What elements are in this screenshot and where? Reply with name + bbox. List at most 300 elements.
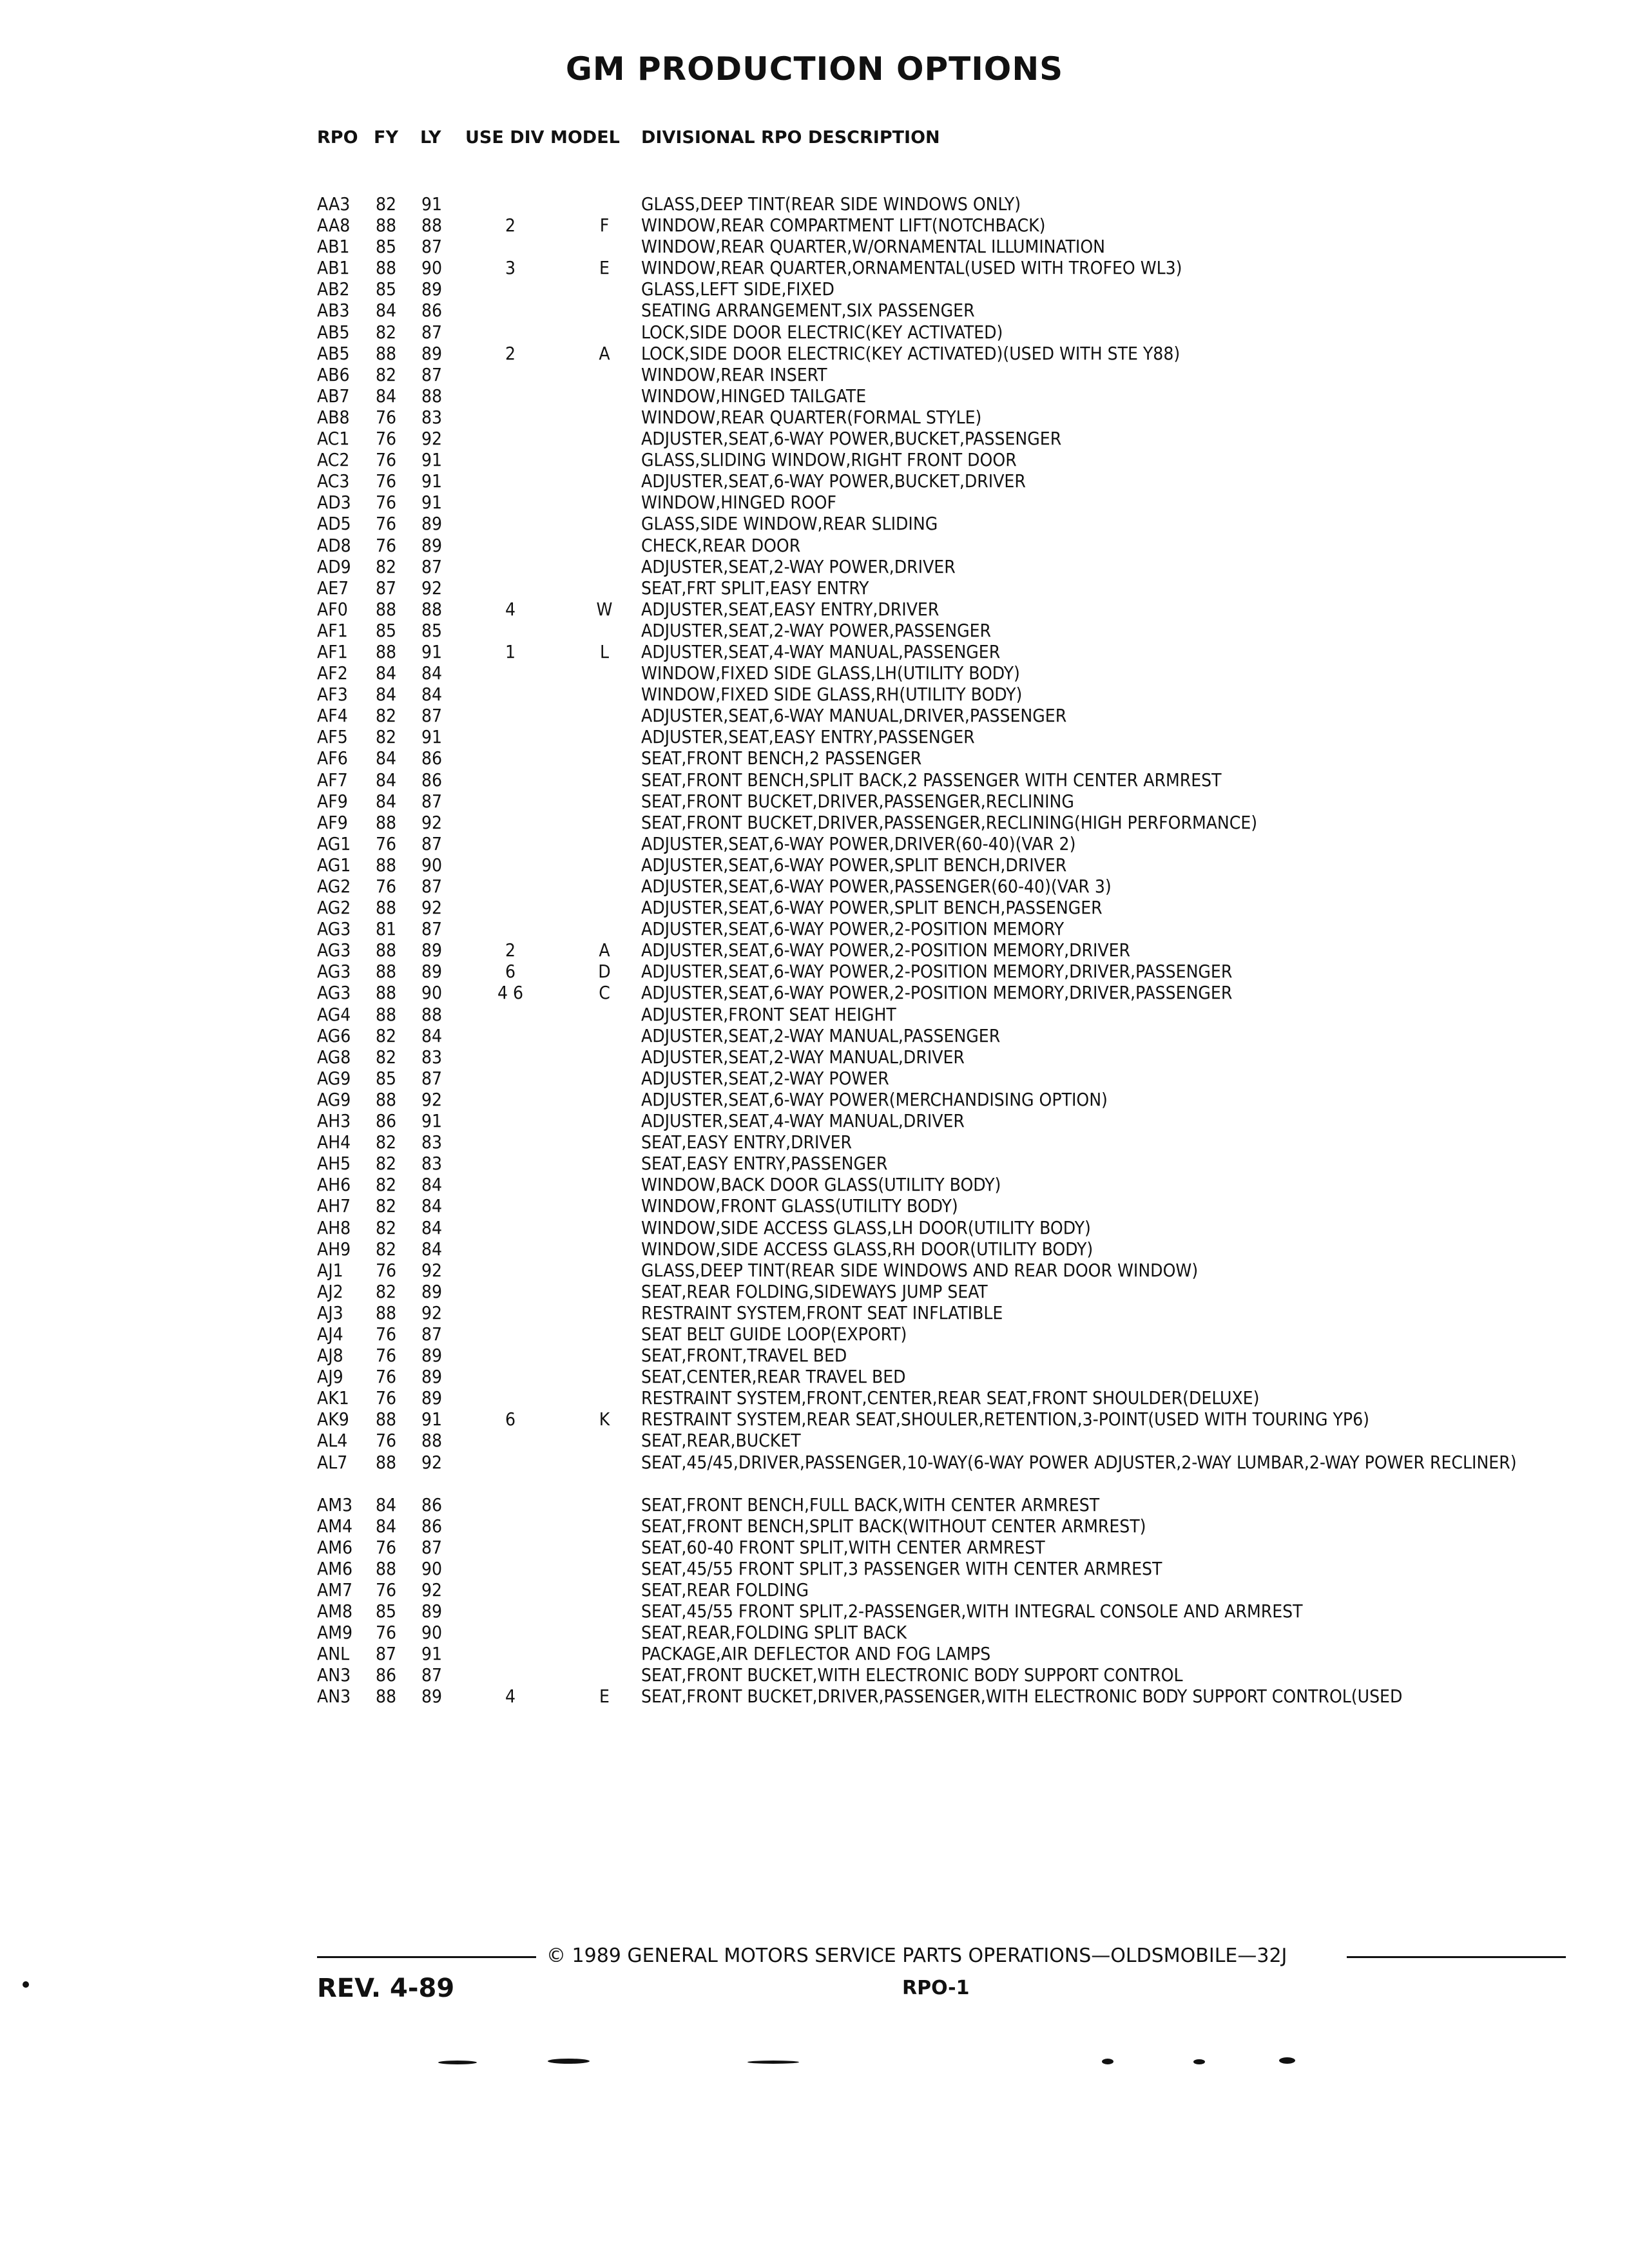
table-row (0, 833, 1629, 854)
rpo-code: AM8 (317, 1600, 352, 1622)
first-year: 85 (376, 619, 397, 641)
description: SEAT,60-40 FRONT SPLIT,WITH CENTER ARMREST (641, 1536, 1045, 1558)
last-year: 89 (421, 1387, 443, 1409)
first-year: 76 (376, 832, 397, 854)
footer-rule-right (1347, 1956, 1566, 1958)
use-div: 2 (505, 342, 516, 364)
table-row (0, 769, 1629, 791)
first-year: 84 (376, 385, 397, 407)
table-row (0, 535, 1629, 556)
rpo-code: AM4 (317, 1515, 352, 1537)
table-row (0, 1643, 1629, 1664)
first-year: 88 (376, 1408, 397, 1430)
last-year: 89 (421, 278, 443, 300)
table-row (0, 1366, 1629, 1387)
last-year: 90 (421, 257, 443, 279)
use-div: 4 (505, 1686, 516, 1707)
rpo-code: AJ3 (317, 1302, 343, 1323)
first-year: 88 (376, 982, 397, 1004)
rpo-code: AF1 (317, 640, 348, 662)
first-year: 85 (376, 1067, 397, 1089)
last-year: 92 (421, 1579, 443, 1600)
table-row (0, 1600, 1629, 1622)
description: ADJUSTER,SEAT,2-WAY POWER,DRIVER (641, 555, 956, 577)
description: SEAT,FRT SPLIT,EASY ENTRY (641, 577, 869, 599)
last-year: 89 (421, 939, 443, 961)
rpo-code: AL7 (317, 1451, 348, 1473)
table-row (0, 577, 1629, 599)
description: SEATING ARRANGEMENT,SIX PASSENGER (641, 300, 975, 322)
rpo-code: AF7 (317, 769, 348, 791)
last-year: 91 (421, 1408, 443, 1430)
last-year: 89 (421, 1345, 443, 1367)
first-year: 88 (376, 1003, 397, 1025)
last-year: 91 (421, 470, 443, 492)
first-year: 88 (376, 1302, 397, 1323)
description: ADJUSTER,SEAT,6-WAY POWER,2-POSITION MEMORY,DRIVER,PASSENGER (641, 961, 1233, 983)
first-year: 82 (376, 1046, 397, 1068)
table-row (0, 1110, 1629, 1131)
rpo-code: AH7 (317, 1195, 351, 1217)
first-year: 76 (376, 428, 397, 450)
description: LOCK,SIDE DOOR ELECTRIC(KEY ACTIVATED)(USED WITH STE Y88) (641, 342, 1181, 364)
first-year: 76 (376, 876, 397, 897)
table-row (0, 1537, 1629, 1558)
table-row (0, 961, 1629, 982)
first-year: 85 (376, 1600, 397, 1622)
first-year: 88 (376, 598, 397, 620)
last-year: 88 (421, 385, 443, 407)
first-year: 84 (376, 300, 397, 322)
rpo-code: ANL (317, 1643, 350, 1665)
last-year: 84 (421, 1174, 443, 1196)
rpo-code: AD5 (317, 513, 351, 535)
rpo-code: AF9 (317, 790, 348, 812)
page-id: RPO-1 (902, 1977, 970, 1999)
table-row (0, 470, 1629, 492)
table-row (0, 1494, 1629, 1515)
last-year: 90 (421, 982, 443, 1004)
description: SEAT,FRONT BUCKET,WITH ELECTRONIC BODY SUPPORT CONTROL (641, 1664, 1183, 1686)
first-year: 82 (376, 1238, 397, 1260)
table-row (0, 599, 1629, 620)
last-year: 87 (421, 555, 443, 577)
first-year: 84 (376, 662, 397, 684)
rpo-code: AB5 (317, 342, 350, 364)
table-row (0, 1686, 1629, 1707)
first-year: 82 (376, 1174, 397, 1196)
table-row (0, 257, 1629, 278)
rpo-code: AG1 (317, 854, 351, 876)
first-year: 82 (376, 193, 397, 215)
description: ADJUSTER,SEAT,2-WAY POWER (641, 1067, 889, 1089)
first-year: 76 (376, 470, 397, 492)
last-year: 88 (421, 1003, 443, 1025)
first-year: 81 (376, 918, 397, 940)
description: SEAT,FRONT BUCKET,DRIVER,PASSENGER,WITH ELECTRONIC BODY SUPPORT CONTROL(USED (641, 1686, 1403, 1707)
first-year: 76 (376, 1387, 397, 1409)
table-row (0, 1452, 1629, 1494)
last-year: 83 (421, 1131, 443, 1153)
description: SEAT,45/55 FRONT SPLIT,2-PASSENGER,WITH INTEGRAL CONSOLE AND ARMREST (641, 1600, 1303, 1622)
rpo-code: AJ1 (317, 1259, 343, 1281)
description: ADJUSTER,SEAT,EASY ENTRY,PASSENGER (641, 726, 975, 748)
table-row (0, 428, 1629, 449)
last-year: 86 (421, 1494, 443, 1515)
footer-rule-left (317, 1956, 536, 1958)
first-year: 87 (376, 577, 397, 599)
last-year: 88 (421, 215, 443, 236)
last-year: 87 (421, 832, 443, 854)
model-code: E (599, 257, 610, 279)
table-row (0, 726, 1629, 747)
first-year: 88 (376, 939, 397, 961)
rpo-code: AG9 (317, 1067, 351, 1089)
last-year: 89 (421, 534, 443, 556)
table-row (0, 1068, 1629, 1089)
header-description: DIVISIONAL RPO DESCRIPTION (641, 128, 940, 148)
last-year: 87 (421, 236, 443, 258)
first-year: 82 (376, 363, 397, 385)
table-row (0, 897, 1629, 918)
first-year: 82 (376, 1195, 397, 1217)
rpo-code: AN3 (317, 1686, 351, 1707)
description: ADJUSTER,SEAT,2-WAY POWER,PASSENGER (641, 619, 992, 641)
use-div: 2 (505, 939, 516, 961)
use-div: 1 (505, 640, 516, 662)
rpo-code: AB8 (317, 406, 350, 428)
last-year: 90 (421, 1557, 443, 1579)
model-code: W (596, 598, 613, 620)
first-year: 76 (376, 1259, 397, 1281)
table-row (0, 193, 1629, 215)
description: ADJUSTER,SEAT,6-WAY POWER,DRIVER(60-40)(VAR 2) (641, 832, 1076, 854)
use-div: 3 (505, 257, 516, 279)
rpo-code: AB5 (317, 321, 350, 343)
table-row (0, 791, 1629, 812)
first-year: 76 (376, 1345, 397, 1367)
last-year: 89 (421, 1280, 443, 1302)
first-year: 82 (376, 1024, 397, 1046)
rpo-code: AJ9 (317, 1366, 343, 1388)
first-year: 87 (376, 1643, 397, 1665)
header-ly: LY (420, 128, 441, 148)
table-row (0, 278, 1629, 300)
rpo-code: AF2 (317, 662, 348, 684)
page-title: GM PRODUCTION OPTIONS (565, 50, 1064, 88)
first-year: 82 (376, 555, 397, 577)
description: ADJUSTER,SEAT,6-WAY POWER,PASSENGER(60-40)(VAR 3) (641, 876, 1112, 897)
first-year: 86 (376, 1664, 397, 1686)
model-code: L (599, 640, 610, 662)
table-row (0, 1281, 1629, 1302)
use-div: 2 (505, 215, 516, 236)
first-year: 86 (376, 1110, 397, 1132)
description: ADJUSTER,SEAT,6-WAY POWER,BUCKET,DRIVER (641, 470, 1026, 492)
description: WINDOW,FIXED SIDE GLASS,RH(UTILITY BODY) (641, 684, 1023, 706)
rpo-code: AG4 (317, 1003, 351, 1025)
table-row (0, 1664, 1629, 1686)
first-year: 84 (376, 1515, 397, 1537)
description: ADJUSTER,SEAT,6-WAY POWER(MERCHANDISING OPTION) (641, 1088, 1108, 1110)
description: SEAT,FRONT BENCH,SPLIT BACK(WITHOUT CENTER ARMREST) (641, 1515, 1146, 1537)
rpo-code: AF5 (317, 726, 348, 748)
rpo-code: AF6 (317, 747, 348, 769)
description: SEAT,REAR FOLDING (641, 1579, 809, 1600)
last-year: 89 (421, 961, 443, 983)
rpo-code: AB1 (317, 236, 350, 258)
rpo-code: AA8 (317, 215, 351, 236)
last-year: 92 (421, 428, 443, 450)
first-year: 82 (376, 705, 397, 727)
footer-copyright: © 1989 GENERAL MOTORS SERVICE PARTS OPERATIONS—OLDSMOBILE—32J (546, 1945, 1287, 1967)
rpo-code: AL4 (317, 1430, 348, 1452)
last-year: 86 (421, 1515, 443, 1537)
last-year: 88 (421, 1430, 443, 1452)
table-row (0, 215, 1629, 236)
description: WINDOW,REAR INSERT (641, 363, 827, 385)
rpo-code: AG6 (317, 1024, 351, 1046)
table-row (0, 343, 1629, 364)
rpo-code: AF1 (317, 619, 348, 641)
rpo-code: AB6 (317, 363, 350, 385)
header-fy: FY (374, 128, 398, 148)
table-row (0, 1089, 1629, 1110)
rpo-code: AH9 (317, 1238, 351, 1260)
description: ADJUSTER,SEAT,2-WAY MANUAL,DRIVER (641, 1046, 965, 1068)
description: ADJUSTER,SEAT,6-WAY POWER,BUCKET,PASSENGER (641, 428, 1062, 450)
first-year: 88 (376, 215, 397, 236)
first-year: 84 (376, 1494, 397, 1515)
rpo-code: AF0 (317, 598, 348, 620)
description: SEAT,45/55 FRONT SPLIT,3 PASSENGER WITH CENTER ARMREST (641, 1557, 1162, 1579)
table-row (0, 1515, 1629, 1537)
table-row (0, 1408, 1629, 1430)
table-row (0, 662, 1629, 684)
first-year: 88 (376, 1557, 397, 1579)
first-year: 76 (376, 406, 397, 428)
table-row (0, 556, 1629, 577)
table-row (0, 1217, 1629, 1238)
last-year: 91 (421, 1110, 443, 1132)
description: CHECK,REAR DOOR (641, 534, 801, 556)
rpo-code: AH3 (317, 1110, 351, 1132)
rpo-code: AF9 (317, 811, 348, 833)
table-row (0, 918, 1629, 939)
table-row (0, 1430, 1629, 1451)
table-row (0, 364, 1629, 385)
use-div: 4 6 (497, 982, 524, 1004)
header-rpo: RPO (317, 128, 358, 148)
rpo-code: AK1 (317, 1387, 349, 1409)
description: ADJUSTER,SEAT,6-WAY MANUAL,DRIVER,PASSENGER (641, 705, 1067, 727)
rpo-code: AM6 (317, 1536, 352, 1558)
description: WINDOW,HINGED TAILGATE (641, 385, 867, 407)
last-year: 87 (421, 705, 443, 727)
description: WINDOW,FIXED SIDE GLASS,LH(UTILITY BODY) (641, 662, 1020, 684)
last-year: 84 (421, 684, 443, 706)
description: SEAT,EASY ENTRY,DRIVER (641, 1131, 853, 1153)
description: RESTRAINT SYSTEM,REAR SEAT,SHOULER,RETENTION,3-POINT(USED WITH TOURING YP6) (641, 1408, 1369, 1430)
last-year: 91 (421, 193, 443, 215)
first-year: 84 (376, 790, 397, 812)
table-row (0, 1387, 1629, 1408)
table-row (0, 982, 1629, 1003)
last-year: 92 (421, 1088, 443, 1110)
last-year: 90 (421, 1622, 443, 1644)
last-year: 86 (421, 300, 443, 322)
header-use-div-model: USE DIV MODEL (465, 128, 620, 148)
rpo-code: AC1 (317, 428, 350, 450)
description: ADJUSTER,SEAT,4-WAY MANUAL,DRIVER (641, 1110, 965, 1132)
model-code: A (599, 939, 610, 961)
rpo-code: AM9 (317, 1622, 352, 1644)
revision-label: REV. 4-89 (317, 1974, 455, 2003)
description: WINDOW,REAR QUARTER(FORMAL STYLE) (641, 406, 982, 428)
description: WINDOW,REAR QUARTER,W/ORNAMENTAL ILLUMINATION (641, 236, 1105, 258)
description: SEAT,45/45,DRIVER,PASSENGER,10-WAY(6-WAY POWER ADJUSTER,2-WAY LUMBAR,2-WAY POWER RECLINER) (641, 1451, 1517, 1473)
table-row (0, 854, 1629, 876)
rpo-code: AG3 (317, 918, 351, 940)
last-year: 89 (421, 1600, 443, 1622)
rpo-code: AG3 (317, 961, 351, 983)
description: SEAT,FRONT BUCKET,DRIVER,PASSENGER,RECLINING(HIGH PERFORMANCE) (641, 811, 1258, 833)
description: ADJUSTER,SEAT,6-WAY POWER,SPLIT BENCH,DRIVER (641, 854, 1067, 876)
last-year: 89 (421, 1366, 443, 1388)
rpo-code: AG2 (317, 897, 351, 919)
description: ADJUSTER,SEAT,6-WAY POWER,2-POSITION MEMORY (641, 918, 1065, 940)
first-year: 84 (376, 747, 397, 769)
description: SEAT,FRONT BENCH,FULL BACK,WITH CENTER ARMREST (641, 1494, 1100, 1515)
last-year: 83 (421, 406, 443, 428)
first-year: 88 (376, 1088, 397, 1110)
description: WINDOW,REAR COMPARTMENT LIFT(NOTCHBACK) (641, 215, 1046, 236)
description: RESTRAINT SYSTEM,FRONT SEAT INFLATIBLE (641, 1302, 1003, 1323)
table-row (0, 1195, 1629, 1216)
description: WINDOW,SIDE ACCESS GLASS,RH DOOR(UTILITY BODY) (641, 1238, 1094, 1260)
table-row (0, 1323, 1629, 1345)
description: ADJUSTER,FRONT SEAT HEIGHT (641, 1003, 896, 1025)
last-year: 86 (421, 747, 443, 769)
description: SEAT,REAR,FOLDING SPLIT BACK (641, 1622, 907, 1644)
last-year: 87 (421, 1536, 443, 1558)
first-year: 76 (376, 492, 397, 514)
rpo-code: AJ2 (317, 1280, 343, 1302)
last-year: 91 (421, 492, 443, 514)
last-year: 84 (421, 1238, 443, 1260)
last-year: 84 (421, 662, 443, 684)
rpo-code: AM7 (317, 1579, 352, 1600)
last-year: 90 (421, 854, 443, 876)
options-table (0, 193, 1629, 1707)
description: SEAT,FRONT BUCKET,DRIVER,PASSENGER,RECLINING (641, 790, 1074, 812)
first-year: 76 (376, 1536, 397, 1558)
last-year: 83 (421, 1046, 443, 1068)
description: ADJUSTER,SEAT,2-WAY MANUAL,PASSENGER (641, 1024, 1001, 1046)
table-row (0, 1131, 1629, 1153)
rpo-code: AA3 (317, 193, 351, 215)
first-year: 88 (376, 640, 397, 662)
rpo-code: AF4 (317, 705, 348, 727)
use-div: 6 (505, 1408, 516, 1430)
last-year: 87 (421, 1664, 443, 1686)
model-code: K (599, 1408, 610, 1430)
description: RESTRAINT SYSTEM,FRONT,CENTER,REAR SEAT,FRONT SHOULDER(DELUXE) (641, 1387, 1260, 1409)
description: ADJUSTER,SEAT,EASY ENTRY,DRIVER (641, 598, 940, 620)
last-year: 91 (421, 640, 443, 662)
description: LOCK,SIDE DOOR ELECTRIC(KEY ACTIVATED) (641, 321, 1003, 343)
table-row (0, 705, 1629, 726)
first-year: 88 (376, 961, 397, 983)
last-year: 91 (421, 449, 443, 471)
description: GLASS,LEFT SIDE,FIXED (641, 278, 834, 300)
rpo-code: AD3 (317, 492, 351, 514)
table-row (0, 300, 1629, 321)
last-year: 85 (421, 619, 443, 641)
first-year: 85 (376, 278, 397, 300)
rpo-code: AD9 (317, 555, 351, 577)
first-year: 82 (376, 1280, 397, 1302)
rpo-code: AD8 (317, 534, 351, 556)
table-row (0, 684, 1629, 705)
description: GLASS,SIDE WINDOW,REAR SLIDING (641, 513, 938, 535)
last-year: 86 (421, 769, 443, 791)
description: ADJUSTER,SEAT,4-WAY MANUAL,PASSENGER (641, 640, 1001, 662)
description: SEAT,REAR FOLDING,SIDEWAYS JUMP SEAT (641, 1280, 988, 1302)
first-year: 76 (376, 1430, 397, 1452)
description: WINDOW,FRONT GLASS(UTILITY BODY) (641, 1195, 958, 1217)
first-year: 82 (376, 726, 397, 748)
table-row (0, 1558, 1629, 1579)
table-row (0, 407, 1629, 428)
last-year: 87 (421, 876, 443, 897)
first-year: 84 (376, 684, 397, 706)
description: PACKAGE,AIR DEFLECTOR AND FOG LAMPS (641, 1643, 991, 1665)
last-year: 84 (421, 1216, 443, 1238)
first-year: 82 (376, 1216, 397, 1238)
rpo-code: AG2 (317, 876, 351, 897)
rpo-code: AH8 (317, 1216, 351, 1238)
table-row (0, 1025, 1629, 1046)
rpo-code: AH4 (317, 1131, 351, 1153)
description: SEAT,FRONT,TRAVEL BED (641, 1345, 847, 1367)
model-code: C (599, 982, 610, 1004)
description: WINDOW,SIDE ACCESS GLASS,LH DOOR(UTILITY BODY) (641, 1216, 1091, 1238)
first-year: 76 (376, 1579, 397, 1600)
description: ADJUSTER,SEAT,6-WAY POWER,SPLIT BENCH,PASSENGER (641, 897, 1103, 919)
table-row (0, 385, 1629, 407)
table-row (0, 1260, 1629, 1281)
last-year: 92 (421, 1451, 443, 1473)
first-year: 88 (376, 1686, 397, 1707)
rpo-code: AJ4 (317, 1323, 343, 1345)
rpo-code: AB2 (317, 278, 350, 300)
rpo-code: AB1 (317, 257, 350, 279)
last-year: 87 (421, 363, 443, 385)
rpo-code: AM3 (317, 1494, 352, 1515)
description: GLASS,SLIDING WINDOW,RIGHT FRONT DOOR (641, 449, 1017, 471)
rpo-code: AC2 (317, 449, 350, 471)
model-code: D (598, 961, 611, 983)
table-row (0, 1302, 1629, 1323)
table-row (0, 1579, 1629, 1600)
use-div: 6 (505, 961, 516, 983)
table-row (0, 641, 1629, 662)
use-div: 4 (505, 598, 516, 620)
model-code: E (599, 1686, 610, 1707)
table-row (0, 322, 1629, 343)
first-year: 82 (376, 321, 397, 343)
